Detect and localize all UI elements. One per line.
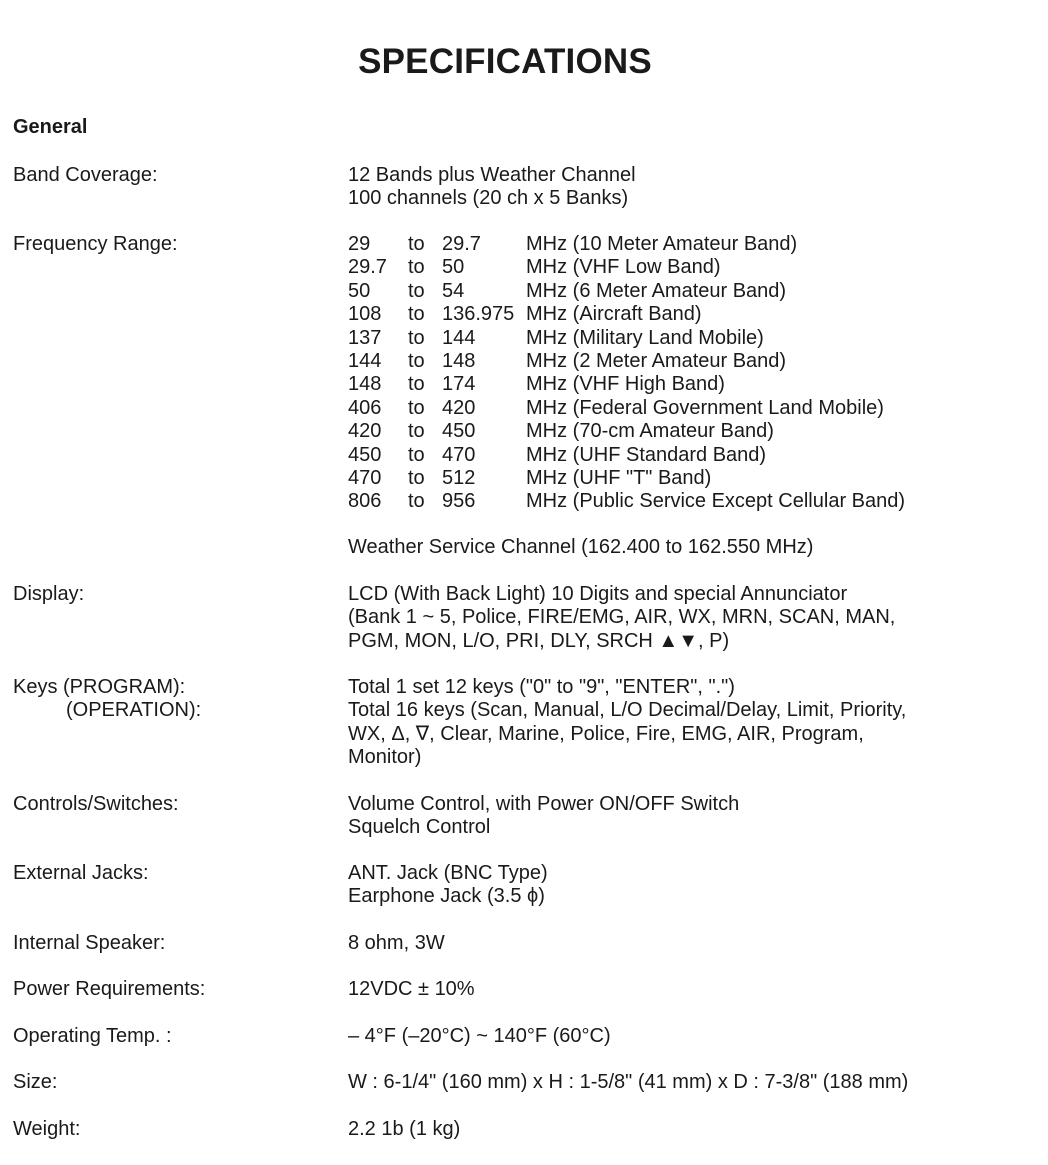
frequency-row [348,256,905,279]
spec-value [348,978,1028,1001]
spec-label: External Jacks: [13,862,149,884]
freq-start: 450 [348,443,382,466]
freq-end: 420 [442,396,476,419]
freq-end: 174 [442,373,476,396]
spec-value [348,536,1028,559]
freq-description: MHz (Federal Government Land Mobile) [526,396,884,419]
spec-value-line: WX, Δ, ∇, Clear, Marine, Police, Fire, EMG, AIR, Program, [348,722,864,745]
weather-channel-text: Weather Service Channel (162.400 to 162.550 MHz) [348,536,814,558]
frequency-row [348,467,905,490]
freq-to-word: to [408,350,425,373]
freq-description: MHz (UHF Standard Band) [526,443,767,466]
freq-start: 108 [348,303,382,326]
freq-to-word: to [408,326,425,349]
freq-end: 144 [442,326,476,349]
spec-value-line: 100 channels (20 ch x 5 Banks) [348,187,629,210]
spec-value-line: Squelch Control [348,816,491,839]
keys-operation-label: (OPERATION): [66,699,202,722]
freq-end: 512 [442,467,476,490]
spec-label: Weight: [13,1118,81,1140]
spec-value [348,233,1028,514]
spec-value-line: 2.2 1b (1 kg) [348,1118,461,1140]
spec-label: Display: [13,583,85,605]
spec-value [348,793,1028,840]
spec-value [348,932,1028,955]
freq-description: MHz (70-cm Amateur Band) [526,420,774,443]
spec-value [348,583,1028,653]
frequency-table [348,233,905,514]
spec-value-line: Total 16 keys (Scan, Manual, L/O Decimal/Delay, Limit, Priority, [348,699,907,722]
freq-to-word: to [408,256,425,279]
spec-value-line: 12 Bands plus Weather Channel [348,164,636,186]
spec-value-line: Monitor) [348,746,422,769]
freq-start: 420 [348,420,382,443]
spec-value [348,862,1028,909]
spec-label: Size: [13,1071,58,1093]
freq-start: 137 [348,326,382,349]
freq-description: MHz (VHF Low Band) [526,256,721,279]
spec-value-line: 8 ohm, 3W [348,932,445,954]
freq-start: 144 [348,350,382,373]
freq-description: MHz (Public Service Except Cellular Band) [526,490,906,513]
frequency-row [348,280,905,303]
freq-start: 470 [348,467,382,490]
frequency-row [348,233,905,256]
freq-end: 136.975 [442,303,515,326]
spec-value-line: Total 1 set 12 keys ("0" to "9", "ENTER", ".") [348,676,735,698]
freq-description: MHz (2 Meter Amateur Band) [526,350,787,373]
frequency-row [348,350,905,373]
section-heading-general: General [13,116,88,138]
spec-value [348,1071,1028,1094]
spec-label: Internal Speaker: [13,932,166,954]
frequency-row [348,490,905,513]
spec-value-line: (Bank 1 ~ 5, Police, FIRE/EMG, AIR, WX, MRN, SCAN, MAN, [348,606,896,629]
spec-value [348,1118,1028,1141]
keys-program-label: Keys (PROGRAM): [13,676,186,698]
freq-start: 148 [348,373,382,396]
freq-start: 29 [348,233,371,255]
frequency-row [348,444,905,467]
frequency-row [348,397,905,420]
freq-description: MHz (6 Meter Amateur Band) [526,279,787,302]
freq-to-word: to [408,233,425,255]
freq-end: 956 [442,490,476,513]
freq-end: 50 [442,256,465,279]
frequency-row [348,373,905,396]
freq-to-word: to [408,420,425,443]
freq-description: MHz (UHF "T" Band) [526,467,712,490]
spec-value-line: Volume Control, with Power ON/OFF Switch [348,793,740,815]
spec-value [348,676,1028,770]
freq-description: MHz (Military Land Mobile) [526,326,764,349]
spec-label: Frequency Range: [13,233,178,255]
frequency-row [348,303,905,326]
spec-value-line: PGM, MON, L/O, PRI, DLY, SRCH ▲▼, P) [348,629,730,652]
spec-value-line: – 4°F (–20°C) ~ 140°F (60°C) [348,1025,611,1047]
spec-label: Controls/Switches: [13,793,179,815]
freq-end: 29.7 [442,233,481,255]
frequency-row [348,327,905,350]
freq-to-word: to [408,396,425,419]
freq-to-word: to [408,467,425,490]
frequency-row [348,420,905,443]
freq-description: MHz (Aircraft Band) [526,303,702,326]
freq-to-word: to [408,443,425,466]
freq-to-word: to [408,279,425,302]
freq-start: 806 [348,490,382,513]
freq-start: 406 [348,396,382,419]
spec-label: Power Requirements: [13,978,206,1000]
spec-value-line: LCD (With Back Light) 10 Digits and special Annunciator [348,583,848,605]
spec-value [348,1025,1028,1048]
spec-value-line: ANT. Jack (BNC Type) [348,862,548,884]
freq-end: 450 [442,420,476,443]
spec-value-line: Earphone Jack (3.5 ϕ) [348,885,545,908]
freq-description: MHz (VHF High Band) [526,373,725,396]
freq-end: 470 [442,443,476,466]
spec-label [13,676,201,723]
freq-to-word: to [408,303,425,326]
spec-value-line: 12VDC ± 10% [348,978,475,1000]
spec-value [348,164,1028,211]
freq-start: 50 [348,279,371,302]
freq-end: 148 [442,350,476,373]
spec-label: Operating Temp. : [13,1025,172,1047]
freq-description: MHz (10 Meter Amateur Band) [526,233,798,255]
spec-label: Band Coverage: [13,164,158,186]
spec-value-line: W : 6-1/4" (160 mm) x H : 1-5/8" (41 mm) x D : 7-3/8" (188 mm) [348,1071,909,1093]
freq-start: 29.7 [348,256,387,279]
freq-to-word: to [408,373,425,396]
freq-end: 54 [442,279,465,302]
page-title: SPECIFICATIONS [358,42,652,81]
freq-to-word: to [408,490,425,513]
